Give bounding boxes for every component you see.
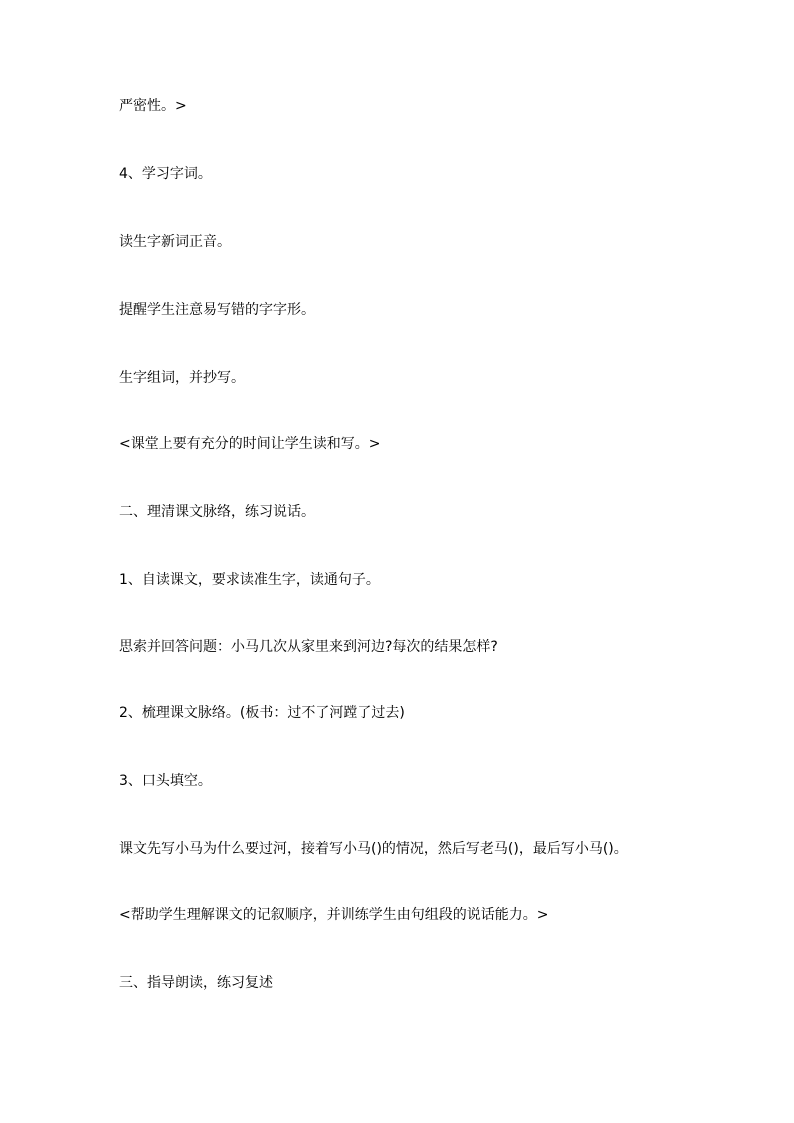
text-line-read-new-words: 读生字新词正音。 xyxy=(119,234,231,250)
text-line-strictness: 严密性。> xyxy=(119,98,187,114)
note-reading-writing-time: <课堂上要有充分的时间让学生读和写。> xyxy=(119,436,381,452)
note-narrative-order: <帮助学生理解课文的记叙顺序，并训练学生由句组段的说话能力。> xyxy=(119,907,549,923)
text-line-fill-in-sentence: 课文先写小马为什么要过河，接着写小马()的情况，然后写老马()，最后写小马()。 xyxy=(119,841,628,857)
text-line-question: 思索并回答问题：小马几次从家里来到河边?每次的结果怎样? xyxy=(119,639,498,655)
step-1-self-reading: 1、自读课文，要求读准生字，读通句子。 xyxy=(119,572,380,588)
step-2-outline: 2、梳理课文脉络。(板书：过不了河蹚了过去) xyxy=(119,705,405,721)
section-2-heading: 二、理清课文脉络，练习说话。 xyxy=(119,504,315,520)
section-3-heading: 三、指导朗读，练习复述 xyxy=(119,975,273,991)
text-line-remind-glyphs: 提醒学生注意易写错的字字形。 xyxy=(119,302,315,318)
step-3-fill-blanks: 3、口头填空。 xyxy=(119,773,212,789)
text-line-word-groups: 生字组词，并抄写。 xyxy=(119,370,245,386)
step-4-heading: 4、学习字词。 xyxy=(119,166,212,182)
